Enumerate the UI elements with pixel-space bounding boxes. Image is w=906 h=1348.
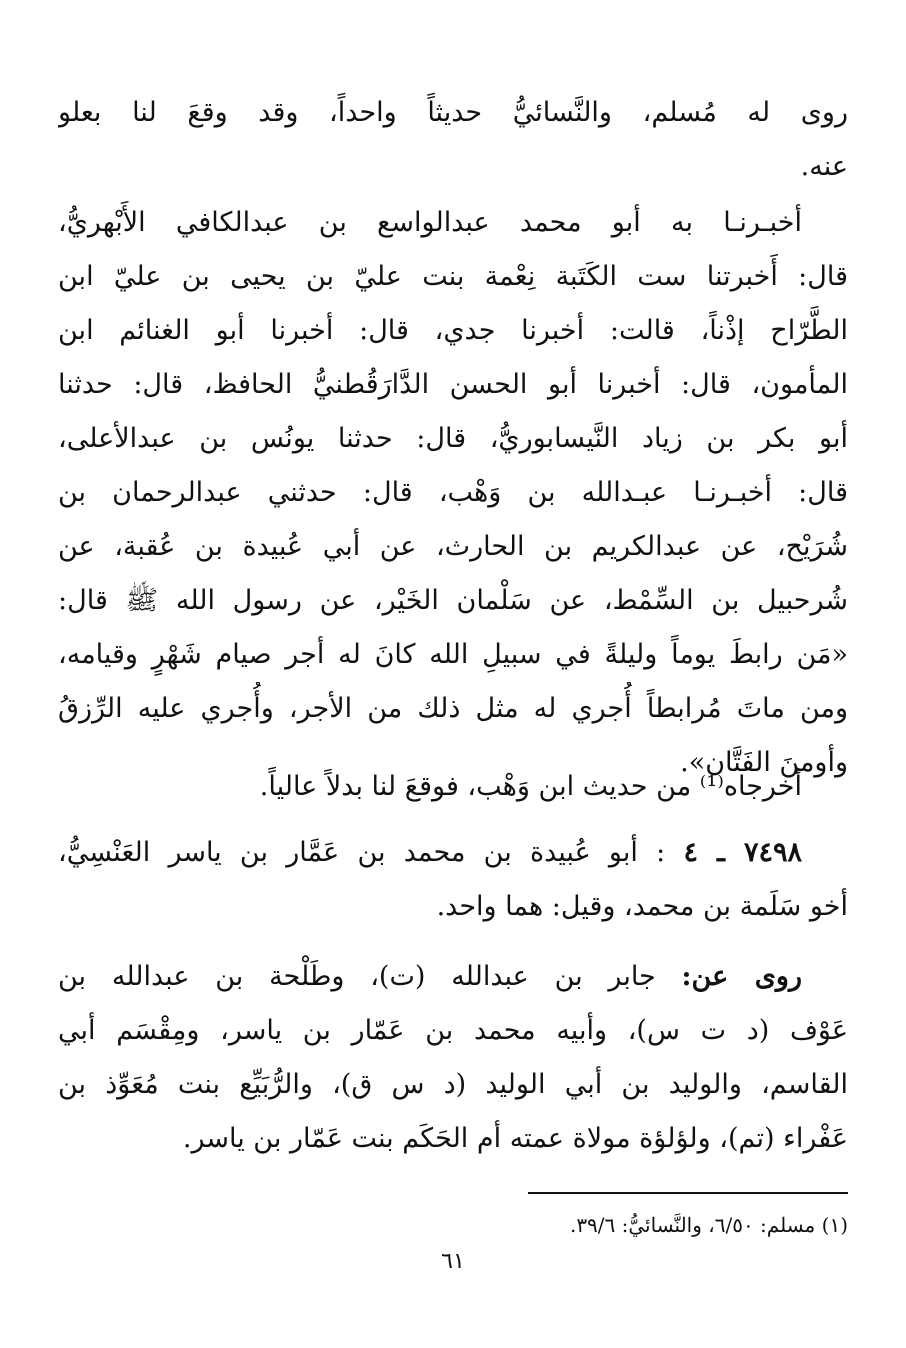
text-line: وأومنَ الفَتَّان». bbox=[680, 747, 848, 778]
text-line: «مَن رابطَ يوماً وليلةً في سبيلِ الله كانَ له أجر صيام شَهْرٍ وقيامه، bbox=[58, 639, 848, 670]
text-line: ومن ماتَ مُرابطاً أُجري له مثل ذلك من الأجر، وأُجري عليه الرِّزقُ bbox=[58, 693, 848, 724]
entry-number: ٧٤٩٨ ـ ٤ bbox=[683, 837, 802, 868]
text-line: عَوْف (د ت س)، وأبيه محمد بن عَمّار بن ياسر، ومِقْسَم أبي bbox=[58, 1015, 848, 1046]
paragraph-isnad bbox=[58, 196, 848, 790]
text-line: المأمون، قال: أخبرنا أبو الحسن الدَّارَقُطنيُّ الحافظ، قال: حدثنا bbox=[58, 369, 848, 400]
text-line: الطَّرّاح إذْناً، قالت: أخبرنا جدي، قال: أخبرنا أبو الغنائم ابن bbox=[58, 315, 848, 346]
text-line: عَفْراء (تم)، ولؤلؤة مولاة عمته أم الحَكَم بنت عَمّار بن ياسر. bbox=[182, 1123, 848, 1154]
narrated-first-line bbox=[58, 950, 848, 1004]
text-line: قال: أَخبرتنا ست الكَتَبة نِعْمة بنت عليّ بن يحيى بن عليّ ابن bbox=[58, 261, 848, 292]
text-line: قال: أخبـرنـا عبـدالله بن وَهْب، قال: حدثني عبدالرحمان بن bbox=[58, 477, 848, 508]
text-line: شُرحبيل بن السِّمْط، عن سَلْمان الخَيْر، عن رسول الله ﷺ قال: bbox=[58, 585, 848, 616]
narrated-from-section bbox=[58, 950, 848, 1166]
text-line: أبو بكر بن زياد النَّيسابوريُّ، قال: حدثنا يونُس بن عبدالأعلى، bbox=[58, 423, 848, 454]
narrated-text: جابر بن عبدالله (ت)، وطَلْحة بن عبدالله بن bbox=[58, 961, 656, 992]
paragraph-intro bbox=[58, 86, 848, 194]
narrated-label: روى عن: bbox=[681, 961, 802, 992]
entry-name: : أبو عُبيدة بن محمد بن عَمَّار بن ياسر العَنْسِيُّ، bbox=[58, 837, 666, 868]
text-line: شُرَيْح، عن عبدالكريم بن الحارث، عن أبي عُبيدة بن عُقبة، عن bbox=[58, 531, 848, 562]
text-line: أخبـرنـا به أبو محمد عبدالواسع بن عبدالكافي الأَبْهريُّ، bbox=[58, 207, 802, 238]
text-line: أخرجاه⁽¹⁾ من حديث ابن وَهْب، فوقعَ لنا بدلاً عالياً. bbox=[259, 771, 802, 802]
entry-heading-line bbox=[58, 826, 848, 880]
footnote: (١) مسلم: ٦/٥٠، والنَّسائيُّ: ٣٩/٦. bbox=[569, 1213, 848, 1237]
paragraph-takhrij bbox=[58, 760, 848, 814]
text-line: عنه. bbox=[800, 151, 848, 182]
biography-entry bbox=[58, 826, 848, 934]
text-line: أخو سَلَمة بن محمد، وقيل: هما واحد. bbox=[436, 891, 848, 922]
text-line: روى له مُسلم، والنَّسائيُّ حديثاً واحداً، وقد وقعَ لنا بعلو bbox=[58, 97, 848, 128]
page-number: ٦١ bbox=[441, 1249, 465, 1274]
text-line: القاسم، والوليد بن أبي الوليد (د س ق)، والرُّبَيِّع بنت مُعَوِّذ بن bbox=[58, 1069, 848, 1100]
footnote-divider bbox=[528, 1192, 848, 1194]
